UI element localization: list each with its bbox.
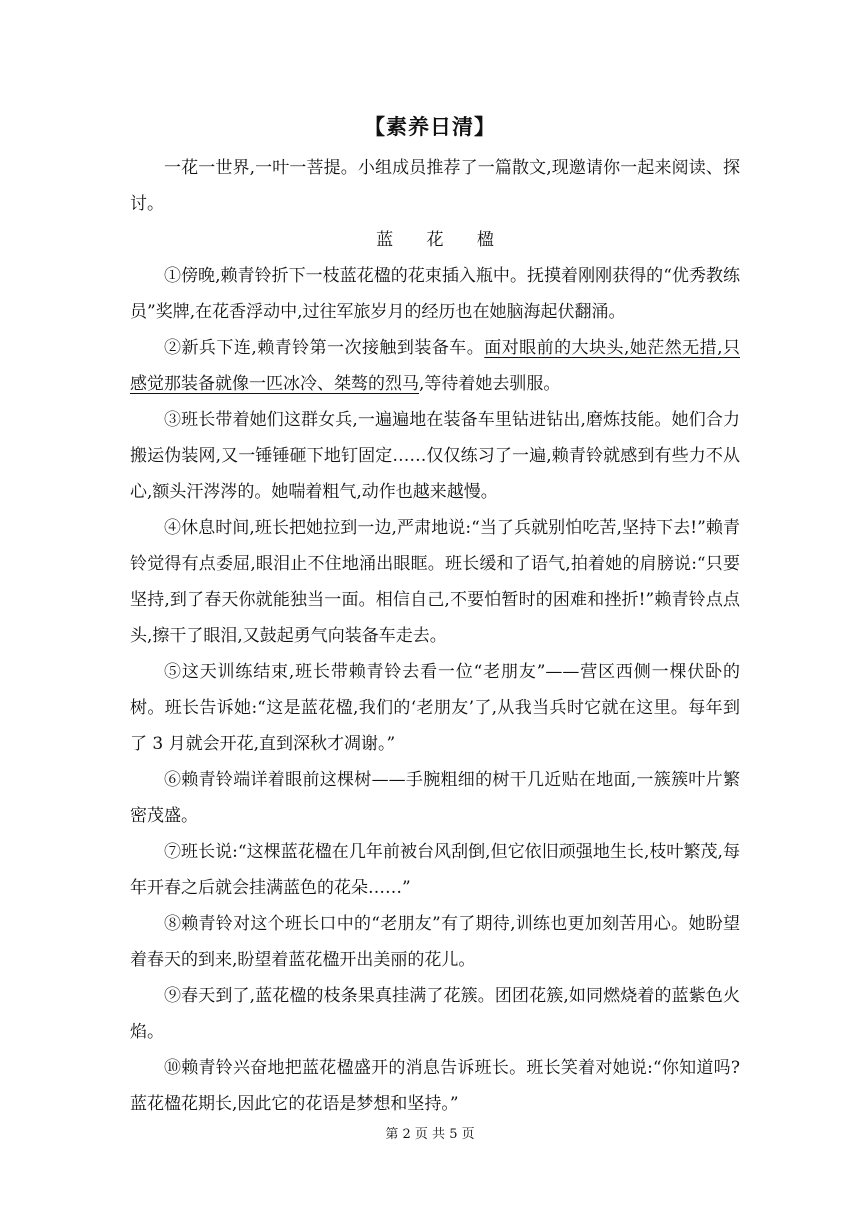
section-title: 【素养日清】 [364,114,496,139]
essay-paragraph-2 [130,330,740,402]
essay-paragraph-7: ⑦班长说:“这棵蓝花楹在几年前被台风刮倒,但它依旧顽强地生长,枝叶繁茂,每年开春之后就会挂满蓝色的花朵……” [130,842,740,898]
essay-paragraph-1: ①傍晚,赖青铃折下一枝蓝花楹的花束插入瓶中。抚摸着刚刚获得的“优秀教练员”奖牌,在花香浮动中,过往军旅岁月的经历也在她脑海起伏翻涌。 [130,266,740,322]
page-number: 第 2 页 共 5 页 [385,1127,475,1142]
document-body [130,150,740,1122]
intro-paragraph: 一花一世界,一叶一菩提。小组成员推荐了一篇散文,现邀请你一起来阅读、探讨。 [130,158,740,214]
essay-paragraph-10: ⑩赖青铃兴奋地把蓝花楹盛开的消息告诉班长。班长笑着对她说:“你知道吗?蓝花楹花期长,因此它的花语是梦想和坚持。” [130,1058,740,1114]
paragraph-2-tail: ,等待着她去驯服。 [419,374,561,394]
essay-paragraph-4: ④休息时间,班长把她拉到一边,严肃地说:“当了兵就别怕吃苦,坚持下去!”赖青铃觉得有点委屈,眼泪止不住地涌出眼眶。班长缓和了语气,拍着她的肩膀说:“只要坚持,到了春天你就能独当一面。相信自己,不要怕暂时的困难和挫折!”赖青铃点点头,擦干了眼泪,又鼓起勇气向装备车走去。 [130,518,740,646]
paragraph-2-lead: ②新兵下连,赖青铃第一次接触到装备车。 [164,338,485,358]
essay-paragraph-9: ⑨春天到了,蓝花楹的枝条果真挂满了花簇。团团花簇,如同燃烧着的蓝紫色火焰。 [130,986,740,1042]
essay-paragraph-8: ⑧赖青铃对这个班长口中的“老朋友”有了期待,训练也更加刻苦用心。她盼望着春天的到来,盼望着蓝花楹开出美丽的花儿。 [130,914,740,970]
essay-title: 蓝 花 楹 [376,230,508,250]
essay-paragraph-3: ③班长带着她们这群女兵,一遍遍地在装备车里钻进钻出,磨炼技能。她们合力搬运伪装网,又一锤锤砸下地钉固定……仅仅练习了一遍,赖青铃就感到有些力不从心,额头汗涔涔的。她喘着粗气,动作也越来越慢。 [130,410,740,502]
essay-paragraph-5: ⑤这天训练结束,班长带赖青铃去看一位“老朋友”——营区西侧一棵伏卧的树。班长告诉她:“这是蓝花楹,我们的‘老朋友’了,从我当兵时它就在这里。每年到了 3 月就会开花,直到深秋才凋谢。” [130,662,740,754]
essay-paragraph-6: ⑥赖青铃端详着眼前这棵树——手腕粗细的树干几近贴在地面,一簇簇叶片繁密茂盛。 [130,770,740,826]
underlined-sentence: 面对眼前的大块头,她茫然无措,只感觉那装备就像一匹冰冷、桀骜的烈马 [130,338,741,394]
